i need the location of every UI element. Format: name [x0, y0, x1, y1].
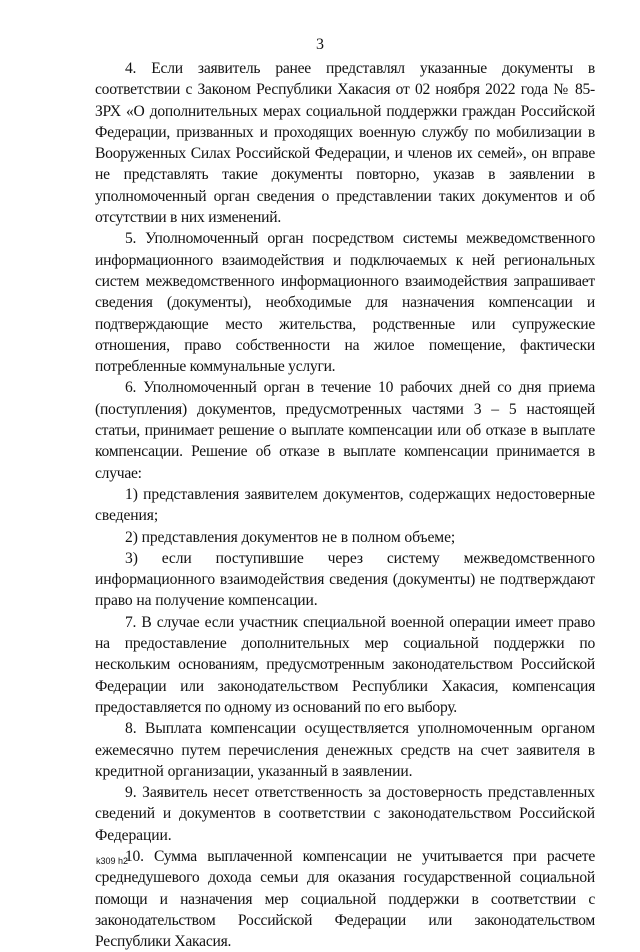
paragraph-4: 4. Если заявитель ранее представлял указанные документы в соответствии с Законом Республики Хакасия от 02 ноября 2022 года № 85-ЗРХ «О дополнительных мерах социальной поддержки граждан Российской Федерации, призванных и проходящих военную службу по мобилизации в Вооруженных Силах Российской Федерации, и членов их семей», он вправе не представлять такие документы повторно, указав в заявлении в уполномоченный орган сведения о представлении таких документов и об отсутствии в них изменений.: [95, 60, 595, 227]
paragraph-7: 7. В случае если участник специальной военной операции имеет право на предоставление дополнительных мер социальной поддержки по нескольким основаниям, предусмотренным законодательством Российской Федерации или законодательством Республики Хакасия, компенсация предоставляется по одному из оснований по его выбору.: [95, 613, 595, 716]
list-item-2: 2) представления документов не в полном объеме;: [125, 528, 456, 546]
paragraph-6: 6. Уполномоченный орган в течение 10 рабочих дней со дня приема (поступления) документов, предусмотренных частями 3 – 5 настоящей статьи, принимает решение о выплате компенсации или об отказе в выплате компенсации. Решение об отказе в выплате компенсации принимается в случае:: [95, 379, 595, 482]
footer-code: k309 h2: [96, 856, 129, 866]
paragraph-8: 8. Выплата компенсации осуществляется уполномоченным органом ежемесячно путем перечисления денежных средств на счет заявителя в кредитной организации, указанный в заявлении.: [95, 720, 595, 780]
paragraph-9: 9. Заявитель несет ответственность за достоверность представленных сведений и документов в соответствии с законодательством Российской Федерации.: [95, 784, 595, 844]
paragraph-5: 5. Уполномоченный орган посредством системы межведомственного информационного взаимодействия и подключаемых к ней региональных систем межведомственного информационного взаимодействия запрашивает сведения (документы), необходимые для назначения компенсации и подтверждающие место жительства, родственные или супружеские отношения, право собственности на жилое помещение, фактически потребленные коммунальные услуги.: [95, 230, 595, 376]
paragraph-10: 10. Сумма выплаченной компенсации не учитывается при расчете среднедушевого дохода семьи для оказания государственной социальной помощи и назначения мер социальной поддержки в соответствии с законодательством Российской Федерации или законодательством Республики Хакасия.: [95, 847, 595, 951]
page-number: 3: [316, 36, 324, 53]
document-body: [95, 58, 595, 952]
list-item-3: 3) если поступившие через систему межведомственного информационного взаимодействия сведения (документы) не подтверждают право на получение компенсации.: [95, 549, 595, 610]
list-item-1: 1) представления заявителем документов, содержащих недостоверные сведения;: [95, 485, 595, 525]
